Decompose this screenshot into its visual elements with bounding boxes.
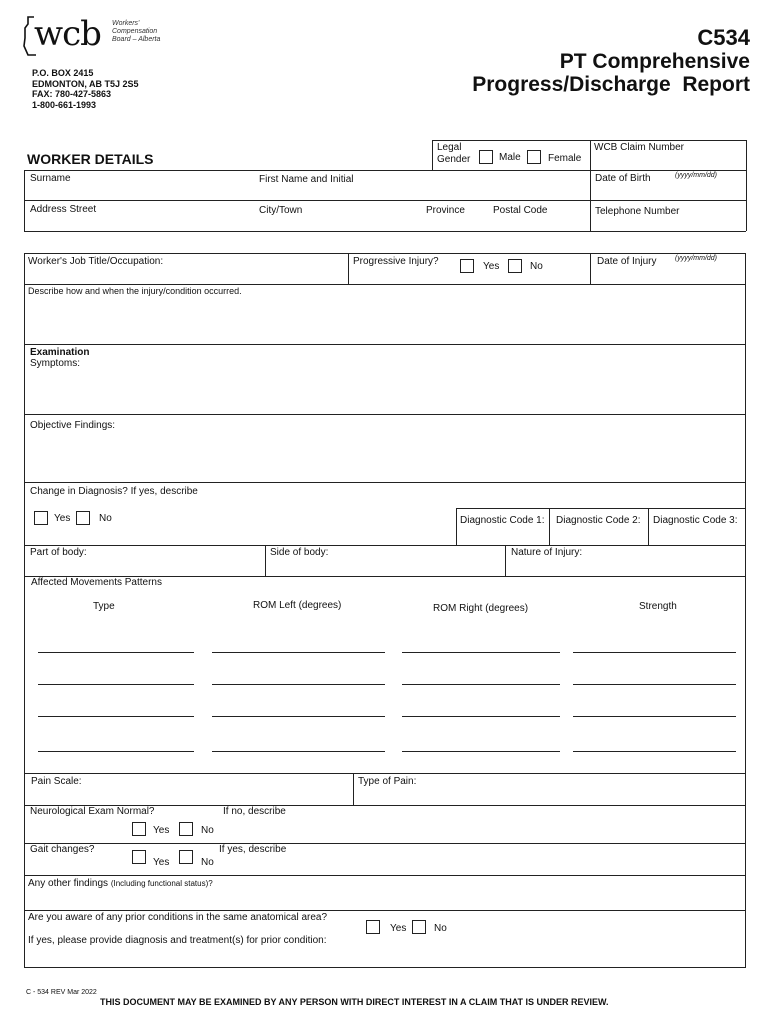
nature-of-injury-label: Nature of Injury: — [511, 547, 583, 558]
footer-notice: THIS DOCUMENT MAY BE EXAMINED BY ANY PERSON WITH DIRECT INTEREST IN A CLAIM THAT IS UNDER REVIEW. — [100, 997, 609, 1007]
gait-yes-checkbox[interactable] — [132, 850, 146, 864]
wcb-address — [32, 68, 139, 110]
neuro-yes-label: Yes — [153, 825, 170, 836]
postal-code-label: Postal Code — [493, 205, 548, 216]
prior-no-label: No — [434, 923, 447, 934]
neuro-no-checkbox[interactable] — [179, 822, 193, 836]
objective-findings-field[interactable] — [30, 420, 742, 480]
side-of-body-field[interactable] — [270, 547, 502, 573]
address-fax: FAX: 780-427-5863 — [32, 89, 112, 99]
strength-line[interactable] — [573, 684, 736, 685]
change-dx-no-label: No — [99, 513, 112, 524]
prior-conditions-label: Are you aware of any prior conditions in the same anatomical area? — [28, 912, 328, 923]
rom-left-line[interactable] — [212, 652, 385, 653]
prior-yes-label: Yes — [390, 923, 407, 934]
doi-format-hint: (yyyy/mm/dd) — [675, 255, 717, 262]
col-strength-header: Strength — [639, 601, 677, 612]
dob-format-hint: (yyyy/mm/dd) — [675, 172, 717, 179]
rom-left-line[interactable] — [212, 684, 385, 685]
city-town-label: City/Town — [259, 205, 303, 216]
male-checkbox[interactable] — [479, 150, 493, 164]
logo-wordmark: wcb — [34, 14, 101, 54]
address-street-label: Address Street — [30, 204, 97, 215]
pain-scale-label: Pain Scale: — [31, 776, 82, 787]
diagnostic-code-2-field[interactable] — [556, 515, 646, 543]
postal-code-field[interactable] — [493, 205, 587, 230]
female-checkbox[interactable] — [527, 150, 541, 164]
strength-line[interactable] — [573, 716, 736, 717]
describe-injury-label: Describe how and when the injury/condition occurred. — [28, 286, 242, 296]
neuro-yes-checkbox[interactable] — [132, 822, 146, 836]
legal-label-line2: Gender — [437, 154, 471, 165]
legal-gender-label — [437, 142, 470, 166]
diagnostic-code-2-label: Diagnostic Code 2: — [556, 515, 641, 526]
wcb-claim-number-label: WCB Claim Number — [594, 142, 685, 153]
logo-subtitle-3: Board – Alberta — [112, 36, 161, 43]
neuro-if-no-describe-field[interactable] — [223, 806, 741, 842]
worker-details-title: WORKER DETAILS — [27, 151, 154, 167]
form-code: C534 — [697, 25, 750, 50]
first-name-label: First Name and Initial — [259, 174, 354, 185]
col-rom-right-header: ROM Right (degrees) — [433, 603, 529, 614]
address-street-field[interactable] — [30, 204, 250, 230]
nature-of-injury-field[interactable] — [511, 547, 743, 573]
type-of-pain-field[interactable] — [358, 776, 742, 802]
symptoms-label: Symptoms: — [30, 358, 81, 369]
address-phone: 1-800-661-1993 — [32, 99, 97, 110]
rom-right-line[interactable] — [402, 652, 560, 653]
gait-if-yes-label: If yes, describe — [219, 844, 287, 855]
address-po-box: P.O. BOX 2415 — [32, 68, 94, 78]
prior-yes-checkbox[interactable] — [366, 920, 380, 934]
pain-scale-field[interactable] — [31, 776, 349, 802]
diagnostic-code-1-field[interactable] — [460, 515, 548, 543]
movement-type-line[interactable] — [38, 684, 194, 685]
neuro-exam-label: Neurological Exam Normal? — [30, 806, 155, 817]
diagnostic-code-1-label: Diagnostic Code 1: — [460, 515, 545, 526]
form-title-line2: Progress/Discharge Report — [472, 73, 750, 96]
progressive-no-checkbox[interactable] — [508, 259, 522, 273]
date-of-injury-label: Date of Injury — [597, 256, 657, 267]
logo-subtitle-1: Workers' — [112, 20, 140, 27]
movement-type-line[interactable] — [38, 716, 194, 717]
address-city: EDMONTON, AB T5J 2S5 — [32, 78, 139, 89]
objective-findings-label: Objective Findings: — [30, 420, 116, 431]
date-of-birth-label: Date of Birth — [595, 173, 651, 184]
first-name-field[interactable] — [259, 174, 584, 199]
other-findings-label: Any other findings — [28, 878, 109, 889]
col-type-header: Type — [93, 601, 115, 612]
symptoms-field[interactable] — [30, 358, 742, 412]
col-rom-left-header: ROM Left (degrees) — [253, 600, 342, 611]
province-field[interactable] — [426, 205, 486, 230]
describe-injury-field[interactable] — [28, 286, 742, 342]
rom-right-line[interactable] — [402, 751, 560, 752]
movement-type-line[interactable] — [38, 751, 194, 752]
change-dx-yes-label: Yes — [54, 513, 71, 524]
male-label: Male — [499, 152, 521, 163]
rom-right-line[interactable] — [402, 716, 560, 717]
wcb-logo — [22, 14, 167, 60]
job-title-label: Worker's Job Title/Occupation: — [28, 256, 164, 267]
strength-line[interactable] — [573, 652, 736, 653]
side-of-body-label: Side of body: — [270, 547, 329, 558]
gait-no-label: No — [201, 857, 214, 868]
progressive-no-label: No — [530, 261, 543, 272]
rom-right-line[interactable] — [402, 684, 560, 685]
rom-left-line[interactable] — [212, 716, 385, 717]
strength-line[interactable] — [573, 751, 736, 752]
gait-yes-label: Yes — [153, 857, 170, 868]
type-of-pain-label: Type of Pain: — [358, 776, 417, 787]
telephone-field[interactable] — [595, 206, 743, 230]
part-of-body-field[interactable] — [30, 547, 262, 573]
diagnostic-code-3-label: Diagnostic Code 3: — [653, 515, 738, 526]
gait-no-checkbox[interactable] — [179, 850, 193, 864]
date-of-birth-field[interactable] — [595, 173, 743, 199]
province-label: Province — [426, 205, 465, 216]
female-label: Female — [548, 153, 582, 164]
neuro-no-label: No — [201, 825, 214, 836]
neuro-if-no-label: If no, describe — [223, 806, 286, 817]
change-dx-yes-checkbox[interactable] — [34, 511, 48, 525]
movement-type-line[interactable] — [38, 652, 194, 653]
prior-no-checkbox[interactable] — [412, 920, 426, 934]
telephone-label: Telephone Number — [595, 206, 680, 217]
other-findings-field[interactable] — [28, 878, 742, 908]
part-of-body-label: Part of body: — [30, 547, 87, 558]
gait-changes-label: Gait changes? — [30, 844, 95, 855]
city-town-field[interactable] — [259, 205, 419, 230]
form-title-line1: PT Comprehensive — [559, 50, 750, 73]
other-findings-note: (Including functional status)? — [110, 879, 213, 888]
logo-subtitle-2: Compensation — [112, 28, 158, 35]
surname-label: Surname — [30, 173, 71, 184]
job-title-field[interactable] — [28, 256, 344, 282]
form-revision: C - 534 REV Mar 2022 — [26, 989, 97, 996]
wcb-claim-number-field[interactable] — [594, 142, 744, 169]
surname-field[interactable] — [30, 173, 250, 199]
progressive-yes-checkbox[interactable] — [460, 259, 474, 273]
diagnostic-code-3-field[interactable] — [653, 515, 745, 543]
legal-label-line1: Legal — [437, 142, 462, 153]
examination-heading: Examination — [30, 347, 90, 358]
change-dx-no-checkbox[interactable] — [76, 511, 90, 525]
progressive-injury-label: Progressive Injury? — [353, 256, 439, 267]
prior-condition-details-field[interactable] — [28, 935, 742, 965]
gait-if-yes-describe-field[interactable] — [219, 844, 741, 874]
change-diagnosis-label: Change in Diagnosis? If yes, describe — [30, 486, 198, 497]
affected-movements-label: Affected Movements Patterns — [31, 577, 162, 588]
date-of-injury-field[interactable] — [597, 256, 743, 282]
rom-left-line[interactable] — [212, 751, 385, 752]
progressive-yes-label: Yes — [483, 261, 500, 272]
prior-provide-label: If yes, please provide diagnosis and treatment(s) for prior condition: — [28, 935, 327, 946]
